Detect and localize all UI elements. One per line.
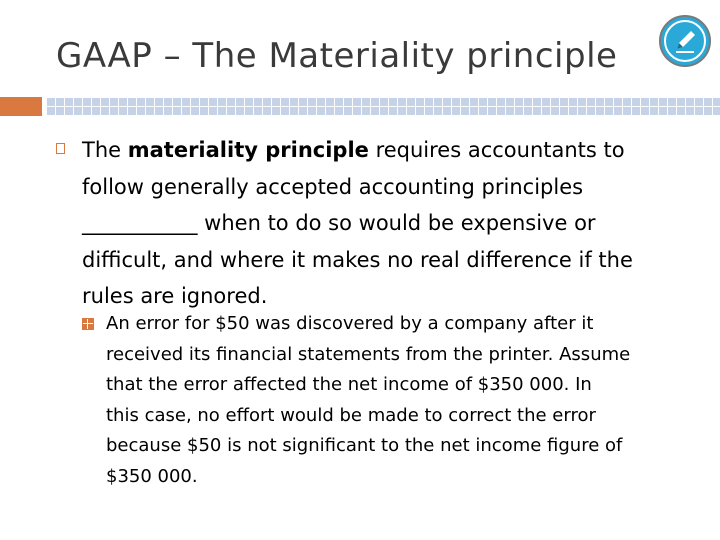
paragraph-line-blank: ___________ when to do so would be expensive or bbox=[82, 211, 596, 235]
example-line: $350 000. bbox=[106, 465, 198, 487]
title-grid-band bbox=[46, 97, 720, 116]
paragraph-line: The materiality principle requires accountants to bbox=[82, 138, 625, 162]
example-line: this case, no effort would be made to correct the error bbox=[106, 404, 596, 426]
square-bullet-icon bbox=[56, 143, 65, 154]
example-line: An error for $50 was discovered by a company after it bbox=[106, 313, 594, 334]
example-line: received its financial statements from the printer. Assume bbox=[106, 343, 631, 365]
example-line: because $50 is not significant to the net income figure of bbox=[106, 435, 623, 456]
paragraph-line: rules are ignored. bbox=[82, 284, 268, 308]
main-paragraph bbox=[82, 132, 702, 315]
paragraph-line: difficult, and where it makes no real difference if the bbox=[82, 247, 633, 272]
filled-square-bullet-icon bbox=[82, 318, 94, 330]
slide-title: GAAP – The Materiality principle bbox=[56, 36, 618, 76]
example-paragraph bbox=[106, 309, 706, 492]
title-accent-bar bbox=[0, 97, 42, 116]
bold-term: materiality principle bbox=[127, 138, 369, 162]
pencil-icon bbox=[658, 14, 712, 68]
example-line: that the error affected the net income of $350 000. In bbox=[106, 374, 592, 395]
paragraph-line: follow generally accepted accounting principles bbox=[82, 174, 584, 199]
